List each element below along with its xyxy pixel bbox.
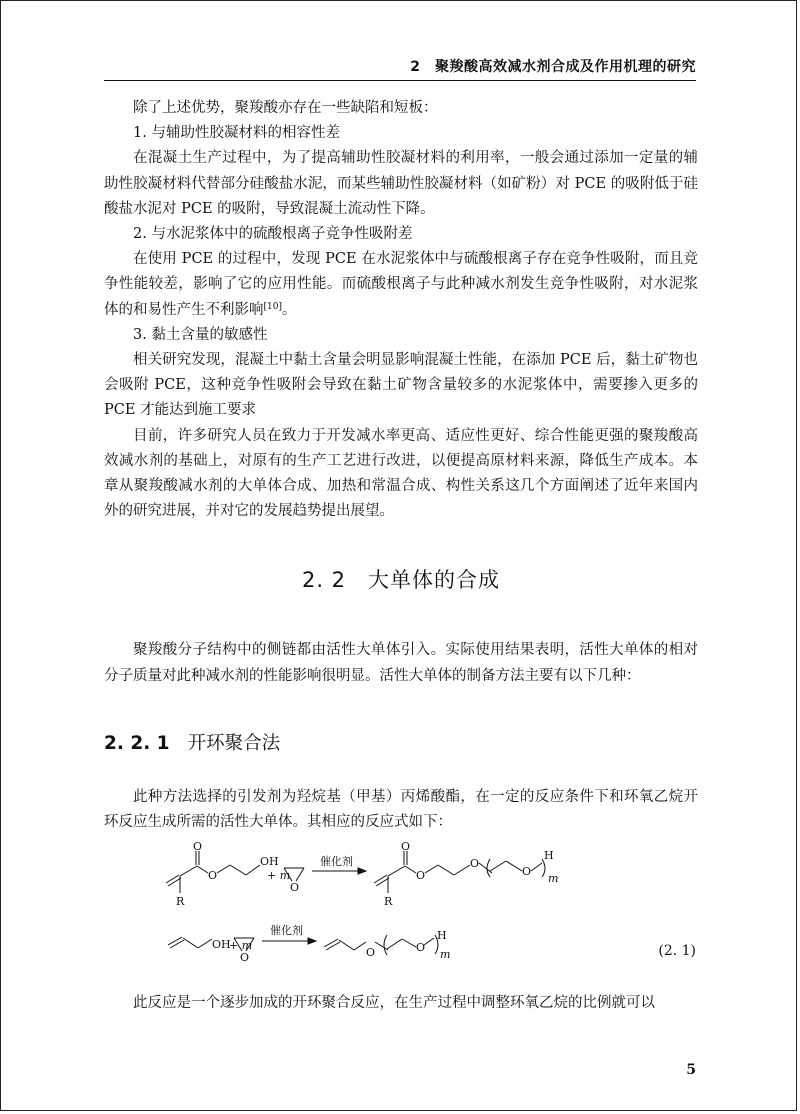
header-rule: [104, 80, 696, 81]
paragraph-text: 在使用 PCE 的过程中，发现 PCE 在水泥浆体中与硫酸根离子存在竞争性吸附，而且竞争性能较差，影响了它的应用性能。而硫酸根离子与此种减水剂发生竞争性吸附，对水泥浆体的和易性产生不利影响: [104, 251, 698, 318]
plus-m-label: + m: [267, 869, 291, 883]
plus-m-label: + m: [229, 939, 253, 953]
atom-label: OH: [260, 855, 279, 869]
atom-label: O: [470, 857, 480, 871]
paragraph: 相关研究发现，混凝土中黏土含量会明显影响混凝土性能，在添加 PCE 后，黏土矿物也会吸附 PCE，这种竞争性吸附会导致在黏土矿物含量较多的水泥浆体中，需要掺入更多的 PCE 才能达到施工要求: [104, 352, 698, 419]
section-title: 大单体的合成: [368, 568, 501, 593]
atom-label: R: [176, 895, 185, 909]
atom-label: R: [384, 895, 393, 909]
list-item: 2. 与水泥浆体中的硫酸根离子竞争性吸附差: [133, 226, 413, 243]
atom-label: O: [290, 881, 300, 895]
catalyst-label: 催化剂: [270, 924, 303, 938]
reaction-scheme-drawing: [104, 841, 698, 991]
paragraph: 此反应是一个逐步加成的开环聚合反应，在生产过程中调整环氧乙烷的比例就可以: [133, 995, 655, 1012]
atom-label: O: [366, 946, 376, 960]
paragraph: 此种方法选择的引发剂为羟烷基（甲基）丙烯酸酯，在一定的反应条件下和环氧乙烷开环反应生成所需的活性大单体。其相应的反应式如下：: [104, 788, 698, 831]
running-head: 2 聚羧酸高效减水剂合成及作用机理的研究: [410, 59, 696, 75]
catalyst-label: 催化剂: [320, 855, 353, 869]
paragraph: [104, 247, 698, 323]
atom-label: H: [437, 929, 447, 943]
paragraph: 除了上述优势，聚羧酸亦存在一些缺陷和短板：: [133, 100, 438, 116]
section-heading: [104, 564, 698, 594]
list-item: 3. 黏土含量的敏感性: [133, 326, 268, 343]
atom-label: O: [208, 869, 218, 883]
page-content: [104, 96, 698, 1016]
paragraph: 在混凝土生产过程中，为了提高辅助性胶凝材料的利用率，一般会通过添加一定量的辅助性胶凝材料代替部分硅酸盐水泥，而某些辅助性胶凝材料（如矿粉）对 PCE 的吸附低于硅酸盐水泥对 PCE 的吸附，导致混凝土流动性下降。: [104, 150, 698, 217]
citation-ref: [10]: [263, 301, 282, 312]
atom-label: O: [193, 841, 203, 854]
atom-label: O: [522, 865, 532, 879]
subsection-number: 2. 2. 1: [104, 732, 170, 754]
atom-label: H: [544, 849, 554, 863]
paragraph: 聚羧酸分子结构中的侧链都由活性大单体引入。实际使用结果表明，活性大单体的相对分子质量对此种减水剂的性能影响很明显。活性大单体的制备方法主要有以下几种：: [104, 642, 698, 684]
paragraph-end: 。: [281, 301, 297, 318]
atom-label: O: [416, 941, 426, 955]
page-number: 5: [686, 1062, 696, 1078]
subsection-heading: [104, 729, 698, 755]
atom-label: O: [401, 841, 411, 854]
paragraph: 目前，许多研究人员在致力于开发减水率更高、适应性更好、综合性能更强的聚羧酸高效减水剂的基础上，对原有的生产工艺进行改进，以便提高原材料来源，降低生产成本。本章从聚羧酸减水剂的大单体合成、加热和常温合成、构性关系这几个方面阐述了近年来国内外的研究进展，并对它的发展趋势提出展望。: [104, 427, 698, 520]
subscript-label: m: [440, 948, 451, 962]
list-item: 1. 与辅助性胶凝材料的相容性差: [133, 125, 340, 142]
reaction-scheme: [104, 841, 698, 991]
subscript-label: m: [548, 872, 559, 886]
subsection-title: 开环聚合法: [187, 732, 281, 754]
atom-label: O: [240, 951, 250, 965]
section-number: 2. 2: [301, 568, 347, 593]
atom-label: OH: [212, 938, 231, 952]
equation-number: (2. 1): [658, 943, 696, 960]
atom-label: O: [416, 869, 426, 883]
